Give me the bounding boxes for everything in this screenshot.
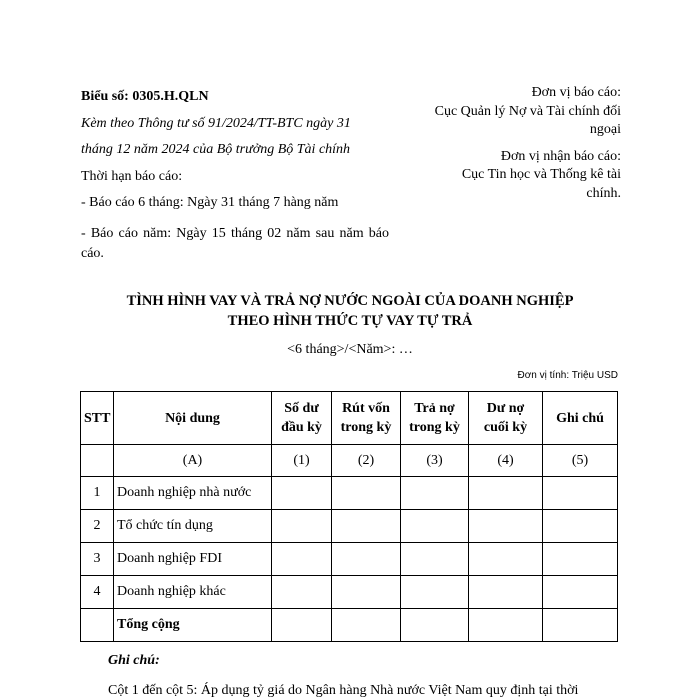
- table-row: [81, 477, 618, 510]
- row-cell[interactable]: [401, 543, 469, 576]
- row-cell[interactable]: [272, 609, 332, 642]
- row-cell[interactable]: [332, 543, 401, 576]
- table-row: [81, 576, 618, 609]
- header-note: Ghi chú: [543, 392, 618, 445]
- report-title-line-2: THEO HÌNH THỨC TỰ VAY TỰ TRẢ: [227, 313, 473, 329]
- index-cell-empty: [81, 445, 114, 477]
- row-stt: 2: [81, 510, 114, 543]
- row-stt: [81, 609, 114, 642]
- row-stt: 4: [81, 576, 114, 609]
- form-code: Biểu số: 0305.H.QLN: [81, 89, 209, 104]
- row-cell[interactable]: [332, 609, 401, 642]
- row-cell[interactable]: [469, 510, 543, 543]
- report-table: [80, 391, 618, 642]
- index-cell-5: (5): [543, 445, 618, 477]
- header-right: [425, 84, 621, 203]
- report-period: <6 tháng>/<Năm>: …: [287, 342, 413, 357]
- reporting-unit-line-2: ngoại: [589, 122, 621, 137]
- row-cell[interactable]: [332, 510, 401, 543]
- table-row: [81, 543, 618, 576]
- row-cell[interactable]: [272, 576, 332, 609]
- receiving-unit-line-2: chính.: [586, 185, 621, 201]
- row-cell[interactable]: [543, 510, 618, 543]
- row-cell[interactable]: [543, 609, 618, 642]
- reference-line-2: tháng 12 năm 2024 của Bộ trưởng Bộ Tài chính: [81, 142, 351, 157]
- unit-label: Đơn vị tính: Triệu USD: [517, 370, 618, 381]
- deadline-annual: - Báo cáo năm: Ngày 15 tháng 02 năm sau năm báo cáo.: [81, 225, 389, 261]
- row-cell[interactable]: [469, 609, 543, 642]
- index-cell-3: (3): [401, 445, 469, 477]
- header-withdrawal: Rút vốn trong kỳ: [332, 392, 401, 445]
- table-row: [81, 510, 618, 543]
- table-row-total: [81, 609, 618, 642]
- deadline-label: Thời hạn báo cáo:: [81, 168, 183, 184]
- row-cell[interactable]: [272, 477, 332, 510]
- row-cell[interactable]: [401, 477, 469, 510]
- receiving-unit-label: Đơn vị nhận báo cáo:: [500, 148, 621, 164]
- row-cell[interactable]: [272, 543, 332, 576]
- index-cell-a: (A): [114, 445, 272, 477]
- reporting-unit-label: Đơn vị báo cáo:: [531, 85, 621, 100]
- row-name: Tổ chức tín dụng: [114, 510, 272, 543]
- reporting-unit-line-1: Cục Quản lý Nợ và Tài chính đối: [434, 103, 621, 119]
- row-name: Doanh nghiệp FDI: [114, 543, 272, 576]
- header-closing-balance: Dư nợ cuối kỳ: [469, 392, 543, 445]
- row-cell[interactable]: [469, 477, 543, 510]
- row-cell[interactable]: [401, 510, 469, 543]
- index-cell-1: (1): [272, 445, 332, 477]
- notes-text: Cột 1 đến cột 5: Áp dụng tỷ giá do Ngân hàng Nhà nước Việt Nam quy định tại thời: [108, 683, 579, 698]
- row-stt: 3: [81, 543, 114, 576]
- report-title-line-1: TÌNH HÌNH VAY VÀ TRẢ NỢ NƯỚC NGOÀI CỦA DOANH NGHIỆP: [126, 293, 574, 309]
- header-repayment: Trả nợ trong kỳ: [401, 392, 469, 445]
- row-cell[interactable]: [401, 609, 469, 642]
- receiving-unit-line-1: Cục Tin học và Thống kê tài: [461, 167, 621, 182]
- index-cell-4: (4): [469, 445, 543, 477]
- header-stt: STT: [81, 392, 114, 445]
- row-cell[interactable]: [469, 576, 543, 609]
- row-cell[interactable]: [543, 576, 618, 609]
- row-cell[interactable]: [543, 543, 618, 576]
- row-name: Doanh nghiệp khác: [114, 576, 272, 609]
- row-name: Doanh nghiệp nhà nước: [114, 477, 272, 510]
- row-name: Tổng cộng: [114, 609, 272, 642]
- deadline-half-year: - Báo cáo 6 tháng: Ngày 31 tháng 7 hàng năm: [81, 195, 339, 210]
- notes-title: Ghi chú:: [108, 653, 160, 668]
- row-cell[interactable]: [401, 576, 469, 609]
- row-stt: 1: [81, 477, 114, 510]
- header-content: Nội dung: [114, 392, 272, 445]
- row-cell[interactable]: [543, 477, 618, 510]
- header-opening-balance: Số dư đầu kỳ: [272, 392, 332, 445]
- row-cell[interactable]: [469, 543, 543, 576]
- header-left: [81, 84, 389, 264]
- row-cell[interactable]: [272, 510, 332, 543]
- row-cell[interactable]: [332, 477, 401, 510]
- table-header-row: [81, 392, 618, 445]
- table-index-row: [81, 445, 618, 477]
- reference-line-1: Kèm theo Thông tư số 91/2024/TT-BTC ngày 31: [81, 115, 351, 131]
- index-cell-2: (2): [332, 445, 401, 477]
- row-cell[interactable]: [332, 576, 401, 609]
